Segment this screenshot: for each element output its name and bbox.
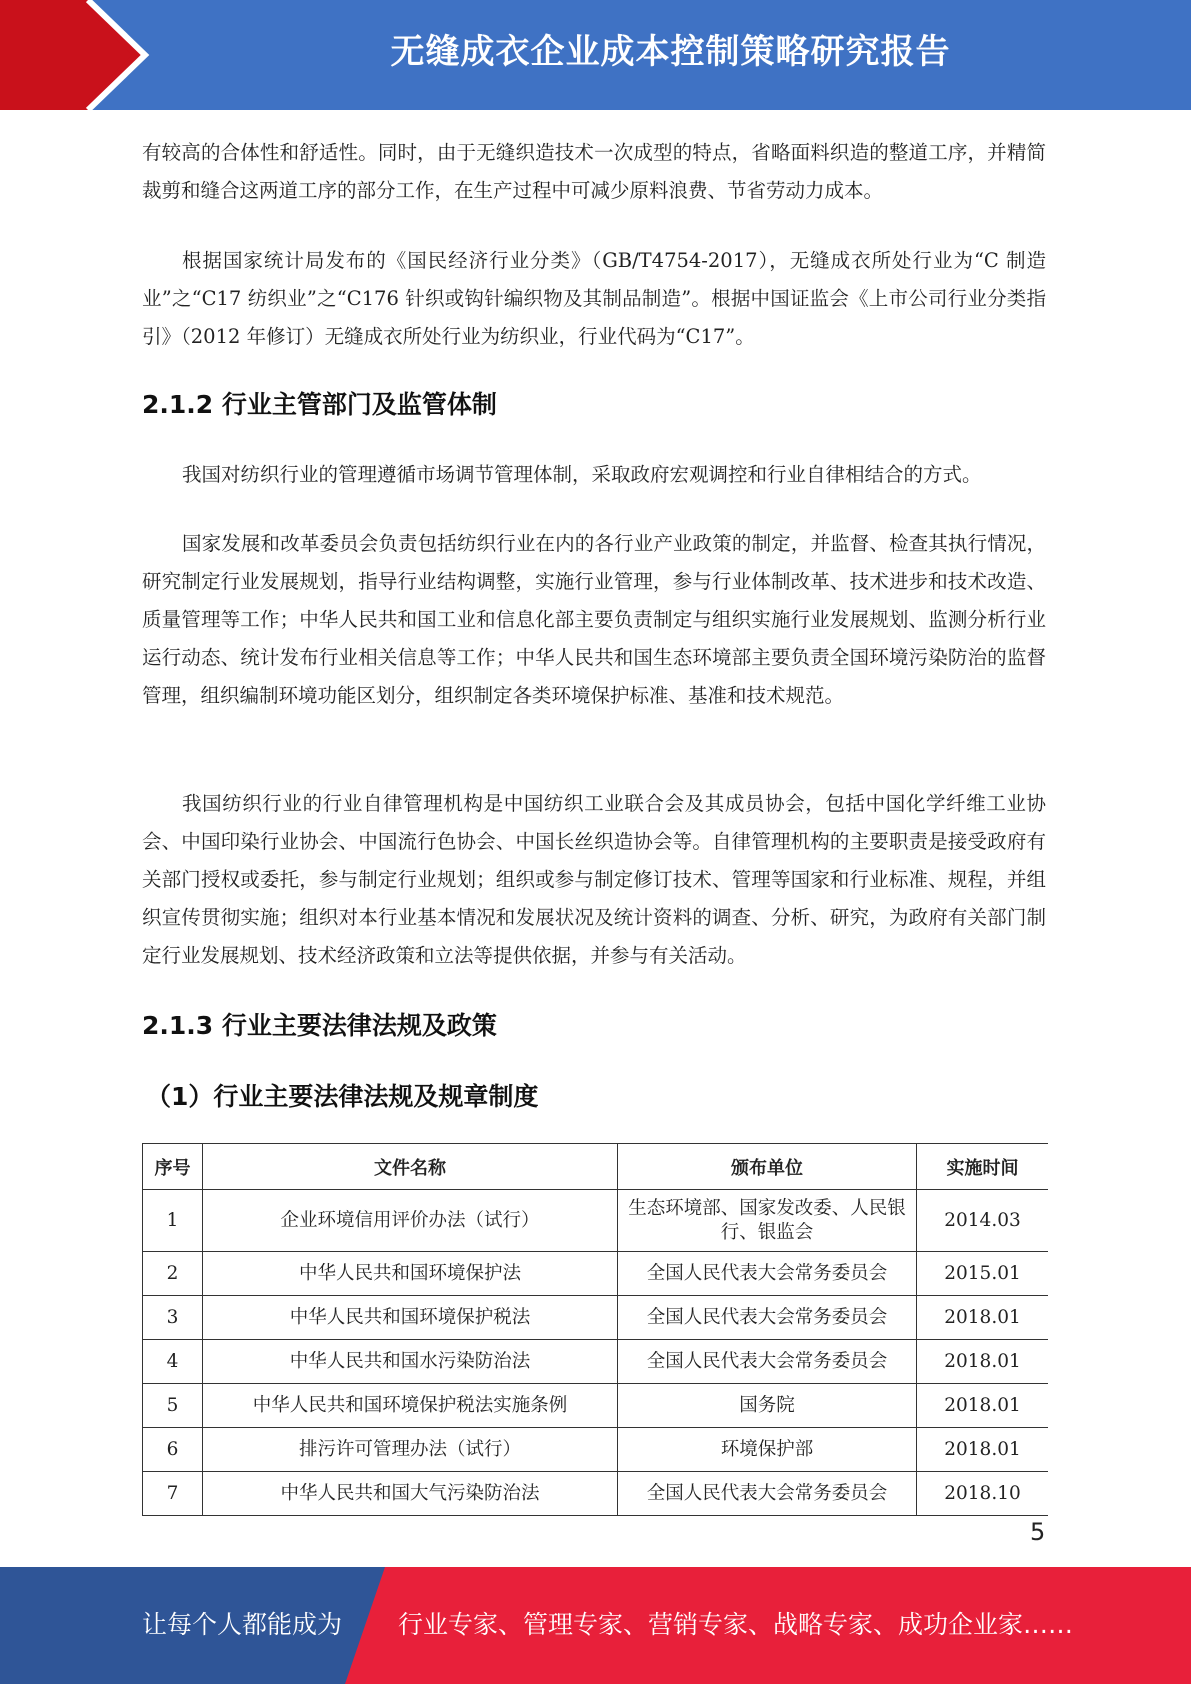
cell-effective-date: 2015.01 <box>917 1252 1049 1296</box>
column-header-index: 序号 <box>143 1144 203 1190</box>
cell-effective-date: 2018.10 <box>917 1472 1049 1516</box>
table-row <box>143 1340 1049 1384</box>
footer-slogan-left: 让每个人都能成为 <box>142 1610 343 1639</box>
column-header-document-name: 文件名称 <box>203 1144 618 1190</box>
cell-effective-date: 2018.01 <box>917 1384 1049 1428</box>
table-header-row <box>143 1144 1049 1190</box>
cell-index: 3 <box>143 1296 203 1340</box>
footer-slogan-right: 行业专家、管理专家、营销专家、战略专家、成功企业家…… <box>398 1610 1074 1639</box>
cell-document-name: 排污许可管理办法（试行） <box>203 1428 618 1472</box>
cell-document-name: 中华人民共和国环境保护税法实施条例 <box>203 1384 618 1428</box>
cell-effective-date: 2018.01 <box>917 1428 1049 1472</box>
table-row <box>143 1190 1049 1252</box>
cell-document-name: 中华人民共和国环境保护税法 <box>203 1296 618 1340</box>
report-title: 无缝成衣企业成本控制策略研究报告 <box>390 32 951 72</box>
cell-index: 1 <box>143 1190 203 1252</box>
cell-index: 2 <box>143 1252 203 1296</box>
cell-effective-date: 2018.01 <box>917 1340 1049 1384</box>
cell-issuer: 环境保护部 <box>618 1428 917 1472</box>
paragraph-government-agencies: 国家发展和改革委员会负责包括纺织行业在内的各行业产业政策的制定，并监督、检查其执行情况，研究制定行业发展规划，指导行业结构调整，实施行业管理，参与行业体制改革、技术进步和技术改造、质量管理等工作；中华人民共和国工业和信息化部主要负责制定与组织实施行业发展规划、监测分析行业运行动态、统计发布行业相关信息等工作；中华人民共和国生态环境部主要负责全国环境污染防治的监督管理，组织编制环境功能区划分，组织制定各类环境保护标准、基准和技术规范。 <box>142 532 1046 707</box>
cell-document-name: 中华人民共和国大气污染防治法 <box>203 1472 618 1516</box>
cell-document-name: 企业环境信用评价办法（试行） <box>203 1190 618 1252</box>
table-row <box>143 1384 1049 1428</box>
laws-table <box>142 1143 1048 1516</box>
table-row <box>143 1472 1049 1516</box>
page-number: 5 <box>1030 1518 1046 1546</box>
table-row <box>143 1296 1049 1340</box>
paragraph-self-regulatory-bodies: 我国纺织行业的行业自律管理机构是中国纺织工业联合会及其成员协会，包括中国化学纤维工业协会、中国印染行业协会、中国流行色协会、中国长丝织造协会等。自律管理机构的主要职责是接受政府有关部门授权或委托，参与制定行业规划；组织或参与制定修订技术、管理等国家和行业标准、规程，并组织宣传贯彻实施；组织对本行业基本情况和发展状况及统计资料的调查、分析、研究，为政府有关部门制定行业发展规划、技术经济政策和立法等提供依据，并参与有关活动。 <box>142 792 1046 967</box>
section-heading-2-1-2: 2.1.2 行业主管部门及监管体制 <box>142 390 497 419</box>
cell-document-name: 中华人民共和国水污染防治法 <box>203 1340 618 1384</box>
page-header <box>0 0 1191 110</box>
cell-index: 6 <box>143 1428 203 1472</box>
cell-index: 4 <box>143 1340 203 1384</box>
cell-issuer: 国务院 <box>618 1384 917 1428</box>
page-footer <box>0 1567 1191 1684</box>
cell-effective-date: 2018.01 <box>917 1296 1049 1340</box>
paragraph-industry-classification: 根据国家统计局发布的《国民经济行业分类》（GB/T4754-2017），无缝成衣所处行业为“C 制造业”之“C17 纺织业”之“C176 针织或钩针编织物及其制品制造”。根据中国证监会《上市公司行业分类指引》（2012 年修订）无缝成衣所处行业为纺织业，行业代码为“C17”。 <box>142 249 1046 348</box>
column-header-issuer: 颁布单位 <box>618 1144 917 1190</box>
cell-index: 7 <box>143 1472 203 1516</box>
paragraph-intro-continued: 有较高的合体性和舒适性。同时，由于无缝织造技术一次成型的特点，省略面料织造的整道工序，并精简裁剪和缝合这两道工序的部分工作，在生产过程中可减少原料浪费、节省劳动力成本。 <box>142 141 1046 202</box>
cell-issuer: 全国人民代表大会常务委员会 <box>618 1340 917 1384</box>
red-chevron-decoration <box>0 0 150 110</box>
cell-issuer: 全国人民代表大会常务委员会 <box>618 1472 917 1516</box>
table-row <box>143 1428 1049 1472</box>
cell-effective-date: 2014.03 <box>917 1190 1049 1252</box>
cell-document-name: 中华人民共和国环境保护法 <box>203 1252 618 1296</box>
subsection-heading-laws: （1）行业主要法律法规及规章制度 <box>146 1082 539 1111</box>
table-row <box>143 1252 1049 1296</box>
cell-issuer: 全国人民代表大会常务委员会 <box>618 1296 917 1340</box>
cell-issuer: 生态环境部、国家发改委、人民银行、银监会 <box>618 1190 917 1252</box>
cell-issuer: 全国人民代表大会常务委员会 <box>618 1252 917 1296</box>
paragraph-management-system: 我国对纺织行业的管理遵循市场调节管理体制，采取政府宏观调控和行业自律相结合的方式。 <box>182 463 982 486</box>
laws-table-container <box>142 1143 1048 1519</box>
section-heading-2-1-3: 2.1.3 行业主要法律法规及政策 <box>142 1011 497 1040</box>
column-header-effective-date: 实施时间 <box>917 1144 1049 1190</box>
cell-index: 5 <box>143 1384 203 1428</box>
